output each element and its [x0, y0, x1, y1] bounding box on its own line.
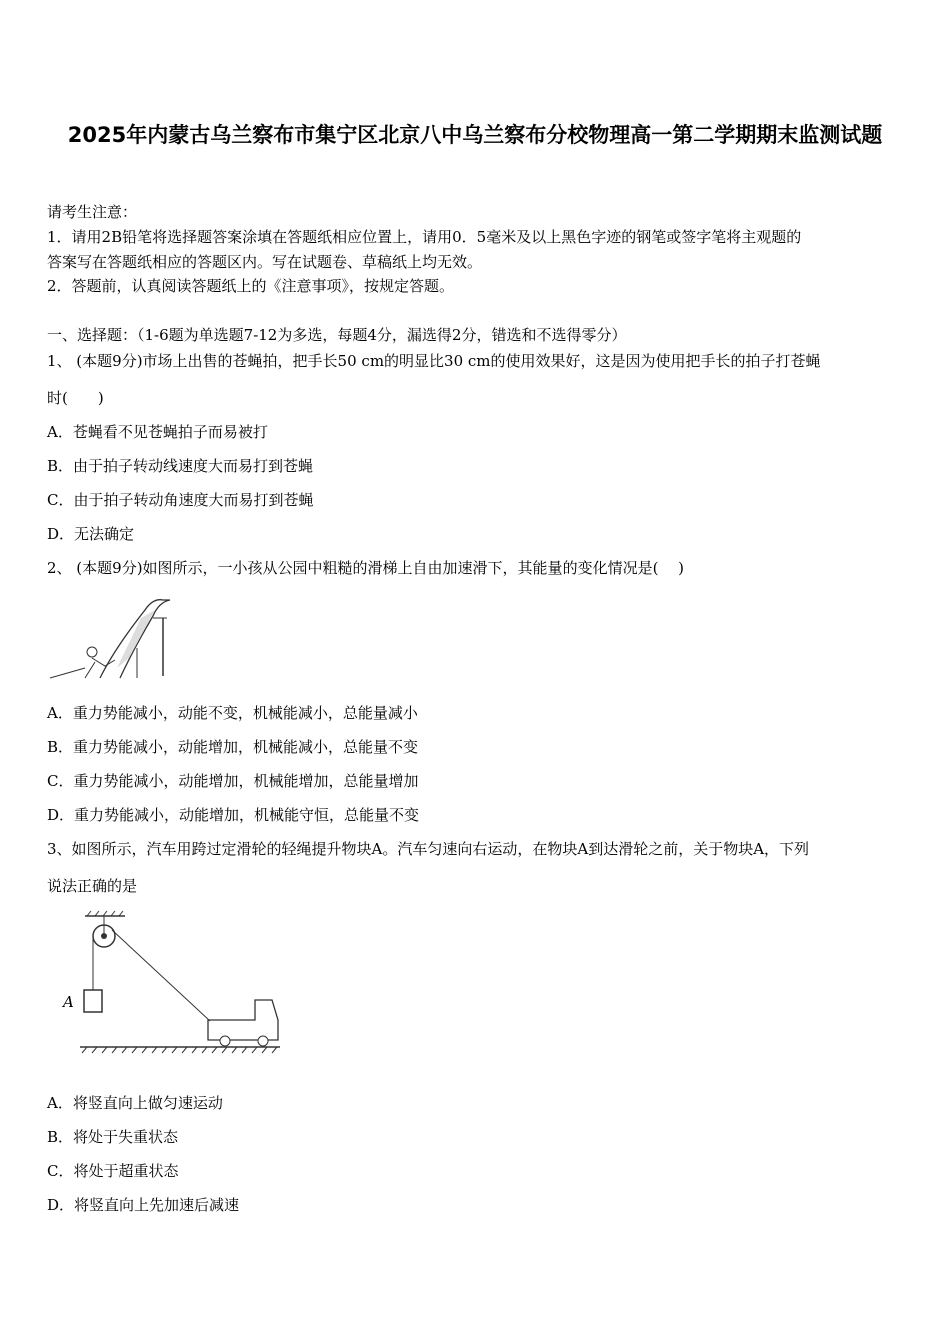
notice-line: 答案写在答题纸相应的答题区内。写在试题卷、草稿纸上均无效。: [47, 253, 483, 271]
question-3-option-b: B．将处于失重状态: [47, 1128, 179, 1146]
notice-line: 2．答题前，认真阅读答题纸上的《注意事项》，按规定答题。: [47, 277, 455, 295]
question-3-option-d: D．将竖直向上先加速后减速: [47, 1196, 240, 1214]
question-2-option-a: A．重力势能减小，动能不变，机械能减小，总能量减小: [47, 704, 418, 722]
question-2-option-c: C．重力势能减小，动能增加，机械能增加，总能量增加: [47, 772, 419, 790]
question-2-option-d: D．重力势能减小，动能增加，机械能守恒，总能量不变: [47, 806, 420, 824]
question-3-option-a: A．将竖直向上做匀速运动: [47, 1094, 223, 1112]
question-3-stem-cont: 说法正确的是: [47, 877, 138, 895]
pulley-truck-figure: [60, 908, 290, 1058]
slide-figure: [45, 588, 175, 688]
page-title: 2025年内蒙古乌兰察布市集宁区北京八中乌兰察布分校物理高一第二学期期末监测试题: [67, 123, 883, 147]
question-2-stem: 2、 (本题9分)如图所示，一小孩从公园中粗糙的滑梯上自由加速滑下，其能量的变化情况是( ): [47, 559, 685, 577]
question-3-option-c: C．将处于超重状态: [47, 1162, 179, 1180]
question-3-stem: 3、如图所示，汽车用跨过定滑轮的轻绳提升物块A。汽车匀速向右运动，在物块A到达滑轮之前，关于物块A，下列: [47, 840, 810, 858]
question-1-option-d: D．无法确定: [47, 525, 135, 543]
section-heading: 一、选择题：（1-6题为单选题7-12为多选，每题4分，漏选得2分，错选和不选得零分）: [47, 326, 627, 344]
question-1-stem: 1、 (本题9分)市场上出售的苍蝇拍，把手长50 cm的明显比30 cm的使用效果好，这是因为使用把手长的拍子打苍蝇: [47, 352, 821, 370]
question-2-option-b: B．重力势能减小，动能增加，机械能减小，总能量不变: [47, 738, 419, 756]
question-1-stem-cont: 时( ): [47, 389, 104, 407]
question-1-option-a: A．苍蝇看不见苍蝇拍子而易被打: [47, 423, 268, 441]
question-1-option-b: B．由于拍子转动线速度大而易打到苍蝇: [47, 457, 314, 475]
notice-heading: 请考生注意：: [47, 203, 138, 221]
block-label: A: [63, 993, 74, 1011]
question-1-option-c: C．由于拍子转动角速度大而易打到苍蝇: [47, 491, 314, 509]
notice-line: 1．请用2B铅笔将选择题答案涂填在答题纸相应位置上，请用0．5毫米及以上黑色字迹的钢笔或签字笔将主观题的: [47, 228, 802, 246]
